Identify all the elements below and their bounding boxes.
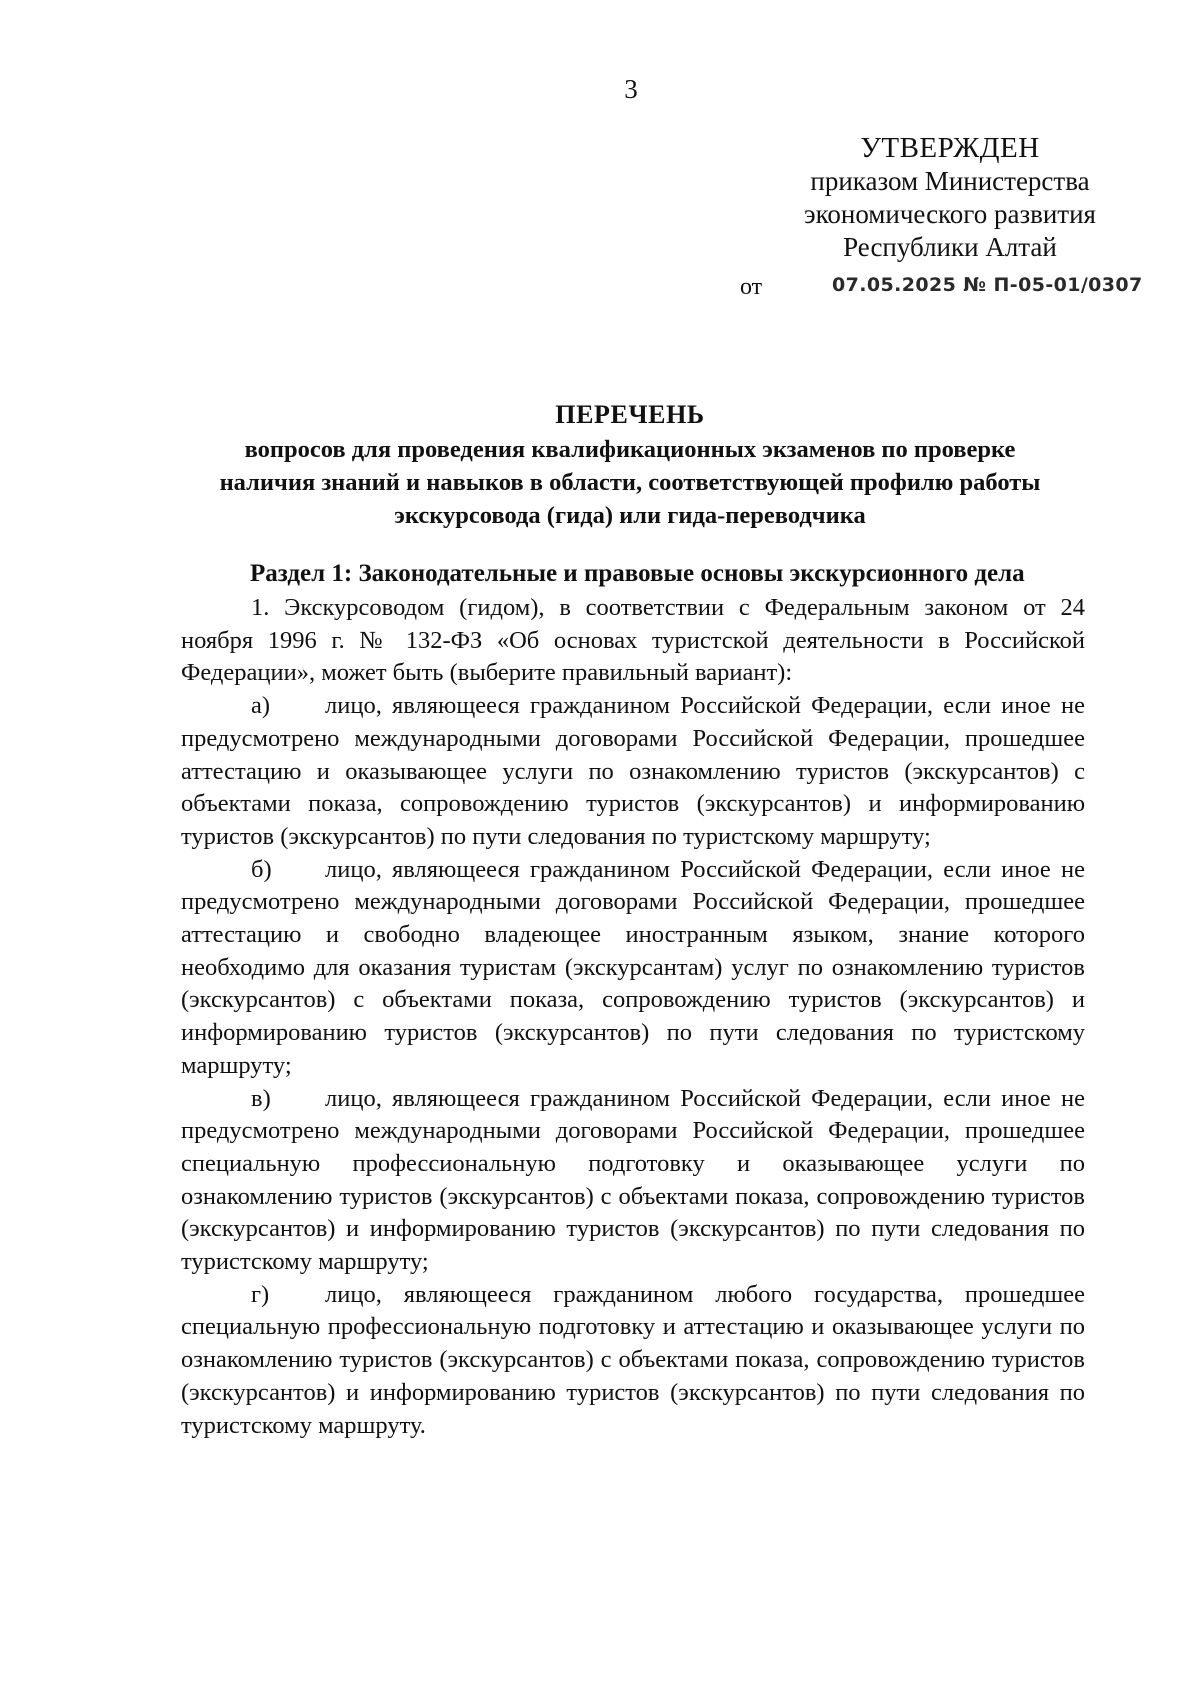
approval-block bbox=[800, 132, 1100, 264]
answer-option-b bbox=[181, 854, 1085, 1083]
order-date-number: 07.05.2025 № П-05-01/0307 bbox=[832, 274, 1143, 296]
answer-option-a bbox=[181, 690, 1085, 854]
title-line-1: вопросов для проведения квалификационных экзаменов по проверке bbox=[244, 436, 1016, 463]
question-text: 1. Экскурсоводом (гидом), в соответствии с Федеральным законом от 24 ноября 1996 г. № 132-ФЗ «Об основах туристской деятельности в Российской Федерации», может быть (выберите правильный вариант): bbox=[181, 594, 1085, 687]
answer-option-g bbox=[181, 1279, 1085, 1443]
date-from-label: от bbox=[740, 274, 763, 300]
answer-option-v bbox=[181, 1083, 1085, 1279]
option-text: лицо, являющееся гражданином Российской Федерации, если иное не предусмотрено международными договорами Российской Федерации, прошедшее аттестацию и оказывающее услуги по ознакомлению туристов (экскурсантов) с объектами показа, сопровождению туристов (экскурсантов) и информированию туристов (экскурсантов) по пути следования по туристскому маршруту; bbox=[181, 692, 1085, 850]
document-title bbox=[180, 398, 1080, 532]
option-letter: б) bbox=[251, 855, 272, 883]
section-heading: Раздел 1: Законодательные и правовые основы экскурсионного дела bbox=[250, 560, 1025, 587]
option-text: лицо, являющееся гражданином Российской Федерации, если иное не предусмотрено международными договорами Российской Федерации, прошедшее специальную профессиональную подготовку и оказывающее услуги по ознакомлению туристов (экскурсантов) с объектами показа, сопровождению туристов (экскурсантов) и информированию туристов (экскурсантов) по пути следования по туристскому маршруту; bbox=[181, 1084, 1085, 1276]
option-text: лицо, являющееся гражданином любого государства, прошедшее специальную профессиональную подготовку и аттестацию и оказывающее услуги по ознакомлению туристов (экскурсантов) с объектами показа, сопровождению туристов (экскурсантов) и информированию туристов (экскурсантов) по пути следования по туристскому маршруту. bbox=[181, 1280, 1085, 1439]
approval-date-row bbox=[740, 272, 1160, 304]
approval-line-3: Республики Алтай bbox=[843, 232, 1057, 262]
title-line-3: экскурсовода (гида) или гида-переводчика bbox=[394, 502, 866, 529]
option-letter: в) bbox=[251, 1084, 271, 1112]
approval-stamp: УТВЕРЖДЕН bbox=[860, 132, 1040, 164]
option-letter: а) bbox=[251, 692, 271, 720]
title-main: ПЕРЕЧЕНЬ bbox=[555, 400, 705, 429]
option-letter: г) bbox=[251, 1280, 270, 1308]
title-line-2: наличия знаний и навыков в области, соответствующей профилю работы bbox=[219, 469, 1041, 496]
approval-line-2: экономического развития bbox=[804, 199, 1096, 229]
section-body bbox=[181, 592, 1085, 1442]
option-text: лицо, являющееся гражданином Российской Федерации, если иное не предусмотрено международными договорами Российской Федерации, прошедшее аттестацию и свободно владеющее иностранным языком, знание которого необходимо для оказания туристам (экскурсантам) услуг по ознакомлению туристов (экскурсантов) с объектами показа, сопровождению туристов (экскурсантов) и информированию туристов (экскурсантов) по пути следования по туристскому маршруту; bbox=[181, 855, 1085, 1079]
page-number: 3 bbox=[624, 74, 638, 104]
approval-line-1: приказом Министерства bbox=[810, 166, 1090, 196]
